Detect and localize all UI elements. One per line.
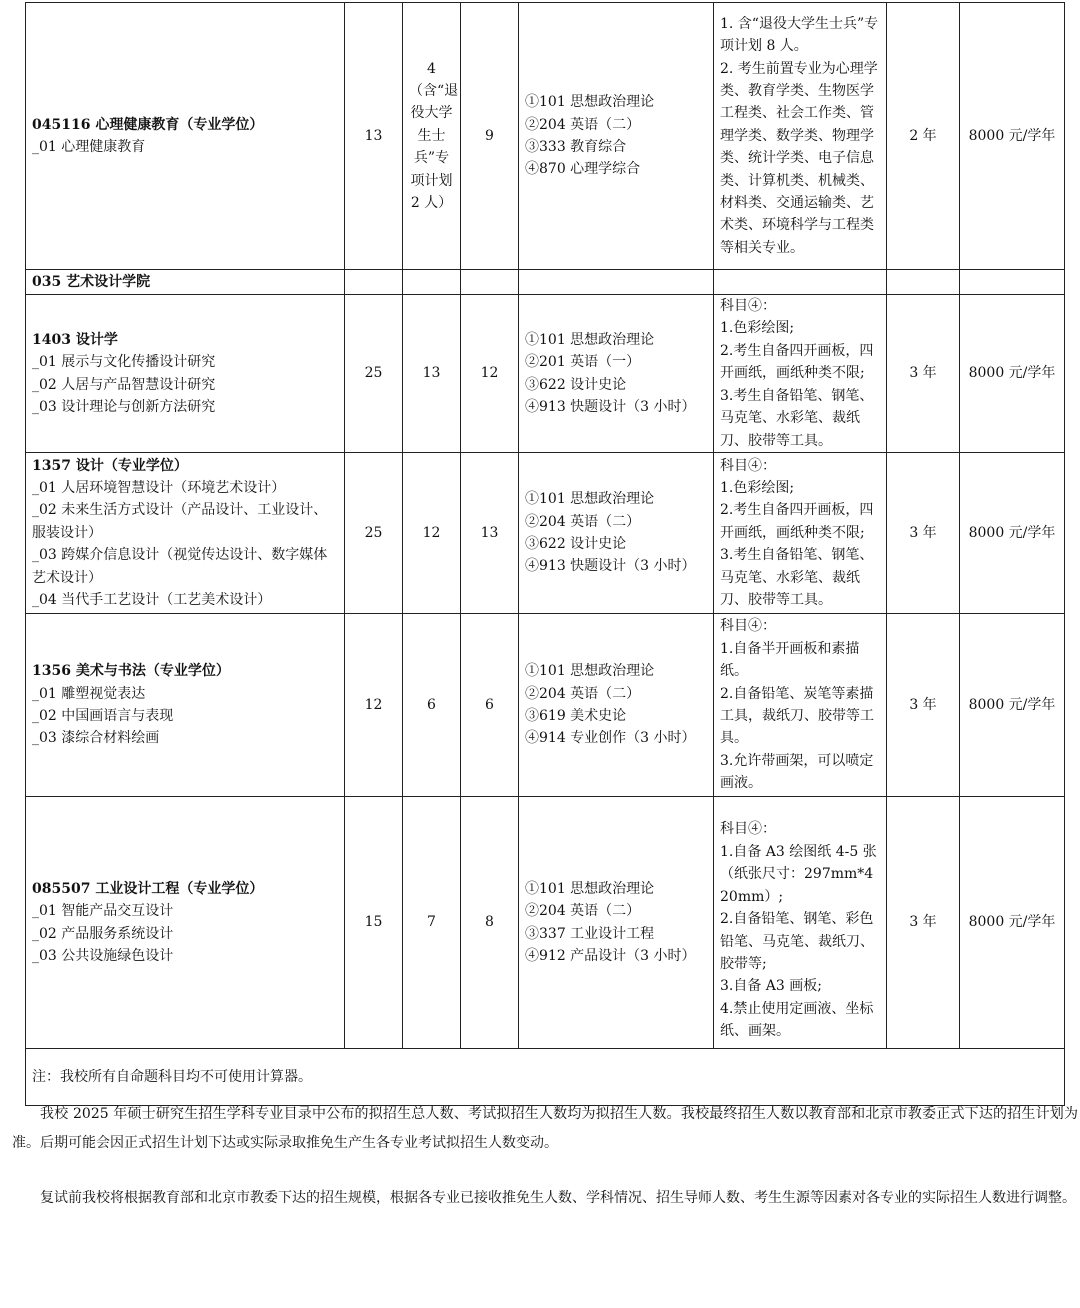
major-title: 1403 设计学 [32,331,118,348]
table-row [26,3,1065,270]
recommend-count: 6 [461,614,519,797]
major-title: 045116 心理健康教育（专业学位） [32,116,264,133]
exam-subjects [519,614,714,797]
exam-count: 12 [403,453,461,614]
exam-subject: ①101 思想政治理论 [525,94,655,111]
exam-subject: ②204 英语（二） [525,685,641,702]
remark-line: 1.自备 A3 绘图纸 4-5 张（纸张尺寸：297mm*420mm）; [720,843,877,905]
remarks-cell [714,614,887,797]
exam-subjects [519,295,714,453]
tuition-fee: 8000 元/学年 [960,295,1065,453]
direction-item: _03 公共设施绿色设计 [32,947,174,964]
remark-line: 科目④： [720,457,776,474]
recommend-count: 8 [461,797,519,1049]
notice-paragraph: 复试前我校将根据教育部和北京市教委下达的招生规模，根据各专业已接收推免生人数、学科情况、招生导师人数、考生生源等因素对各专业的实际招生人数进行调整。 [40,1190,1076,1206]
exam-subject: ①101 思想政治理论 [525,663,655,680]
exam-subject: ④914 专业创作（3 小时） [525,730,696,747]
exam-subject: ③622 设计史论 [525,536,627,552]
tuition-fee: 8000 元/学年 [960,614,1065,797]
direction-item: _01 心理健康教育 [32,139,146,155]
exam-subject: ④913 快题设计（3 小时） [525,398,696,415]
exam-subjects [519,797,714,1049]
direction-item: _01 展示与文化传播设计研究 [32,354,216,371]
exam-count: 4（含“退役大学生士兵”专项计划 2 人） [403,3,461,270]
major-cell [26,797,345,1049]
direction-item: _04 当代手工艺设计（工艺美术设计） [32,592,272,609]
study-years: 3 年 [887,614,960,797]
direction-item: _01 人居环境智慧设计（环境艺术设计） [32,479,286,496]
remark-line: 1.色彩绘图; [720,320,795,337]
table-row [26,614,1065,797]
direction-item: _01 雕塑视觉表达 [32,685,146,702]
recommend-count: 13 [461,453,519,614]
exam-subject: ③333 教育综合 [525,139,627,155]
major-cell [26,3,345,270]
study-years: 3 年 [887,453,960,614]
total-count: 25 [345,295,403,453]
remark-line: 科目④： [720,618,776,635]
footnote-row [26,1049,1065,1106]
remark-line: 2.考生自备四开画板，四开画纸，画纸种类不限; [720,342,874,382]
remark-line: 2.自备铅笔、钢笔、彩色铅笔、马克笔、裁纸刀、胶带等; [720,911,874,972]
direction-item: _02 未来生活方式设计（产品设计、工业设计、服装设计） [32,502,328,541]
exam-subject: ②204 英语（二） [525,116,641,133]
college-row [26,270,1065,295]
tuition-fee: 8000 元/学年 [960,453,1065,614]
exam-subject: ④870 心理学综合 [525,161,641,178]
notice-paragraph: 我校 2025 年硕士研究生招生学科专业目录中公布的拟招生总人数、考试拟招生人数均为拟招生人数。我校最终招生人数以教育部和北京市教委正式下达的招生计划为准。后期可能会因正式招生计划下达或实际录取推免生产生各专业考试拟招生人数变动。 [12,1106,1078,1151]
footnote: 注：我校所有自命题科目均不可使用计算器。 [26,1049,1065,1106]
exam-subject: ③622 设计史论 [525,376,627,393]
exam-subject: ①101 思想政治理论 [525,880,655,897]
major-cell [26,453,345,614]
table-row [26,797,1065,1049]
remarks-cell [714,295,887,453]
study-years: 2 年 [887,3,960,270]
exam-count: 13 [403,295,461,453]
total-count: 13 [345,3,403,270]
direction-item: _03 跨媒介信息设计（视觉传达设计、数字媒体艺术设计） [32,547,328,586]
remark-line: 2.自备铅笔、炭笔等素描工具，裁纸刀、胶带等工具。 [720,685,874,747]
total-count: 25 [345,453,403,614]
recommend-count: 9 [461,3,519,270]
study-years: 3 年 [887,797,960,1049]
total-count: 12 [345,614,403,797]
major-cell [26,614,345,797]
remark-line: 2. 考生前置专业为心理学类、教育学类、生物医学工程类、社会工作类、管理学类、数学类、物理学类、统计学类、电子信息类、计算机类、机械类、材料类、交通运输类、艺术类、环境科学与工程类等相关专业。 [720,60,878,256]
exam-subjects [519,3,714,270]
exam-subject: ①101 思想政治理论 [525,491,655,508]
direction-item: _03 漆综合材料绘画 [32,730,160,747]
major-cell [26,295,345,453]
remark-line: 3.允许带画架，可以喷定画液。 [720,752,874,792]
remark-line: 1.自备半开画板和素描纸。 [720,640,860,680]
major-title: 1357 设计（专业学位） [32,457,188,474]
exam-subject: ③337 工业设计工程 [525,925,655,942]
remarks-cell [714,3,887,270]
total-count: 15 [345,797,403,1049]
recommend-count: 12 [461,295,519,453]
exam-subject: ③619 美术史论 [525,708,627,724]
tuition-fee: 8000 元/学年 [960,797,1065,1049]
exam-subjects [519,453,714,614]
study-years: 3 年 [887,295,960,453]
exam-count: 6 [403,614,461,797]
table-row [26,295,1065,453]
direction-item: _01 智能产品交互设计 [32,903,174,920]
tuition-fee: 8000 元/学年 [960,3,1065,270]
major-title: 1356 美术与书法（专业学位） [32,663,230,680]
remarks-cell [714,797,887,1049]
remarks-cell [714,453,887,614]
table-row [26,453,1065,614]
direction-item: _02 产品服务系统设计 [32,925,174,942]
exam-subject: ②201 英语（一） [525,354,641,371]
exam-subject: ①101 思想政治理论 [525,331,655,348]
remark-line: 4.禁止使用定画液、坐标纸、画架。 [720,1000,874,1040]
direction-item: _02 中国画语言与表现 [32,708,174,724]
college-name-cell [26,270,345,295]
remark-line: 1.色彩绘图; [720,479,795,496]
remark-line: 3.考生自备铅笔、钢笔、马克笔、水彩笔、裁纸刀、胶带等工具。 [720,387,874,449]
remark-line: 3.考生自备铅笔、钢笔、马克笔、水彩笔、裁纸刀、胶带等工具。 [720,547,874,609]
exam-subject: ④913 快题设计（3 小时） [525,558,696,575]
remark-line: 科目④： [720,821,776,838]
college-name: 035 艺术设计学院 [32,274,151,290]
remark-line: 3.自备 A3 画板; [720,978,822,995]
exam-subject: ④912 产品设计（3 小时） [525,947,696,964]
major-title: 085507 工业设计工程（专业学位） [32,880,264,897]
exam-count: 7 [403,797,461,1049]
exam-subject: ②204 英语（二） [525,903,641,920]
remark-line: 2.考生自备四开画板，四开画纸，画纸种类不限; [720,502,874,541]
direction-item: _03 设计理论与创新方法研究 [32,398,216,415]
remark-line: 科目④： [720,298,776,315]
exam-subject: ②204 英语（二） [525,513,641,530]
remark-line: 1. 含“退役大学生士兵”专项计划 8 人。 [720,15,879,55]
direction-item: _02 人居与产品智慧设计研究 [32,376,216,393]
catalog-table [25,2,1065,1106]
